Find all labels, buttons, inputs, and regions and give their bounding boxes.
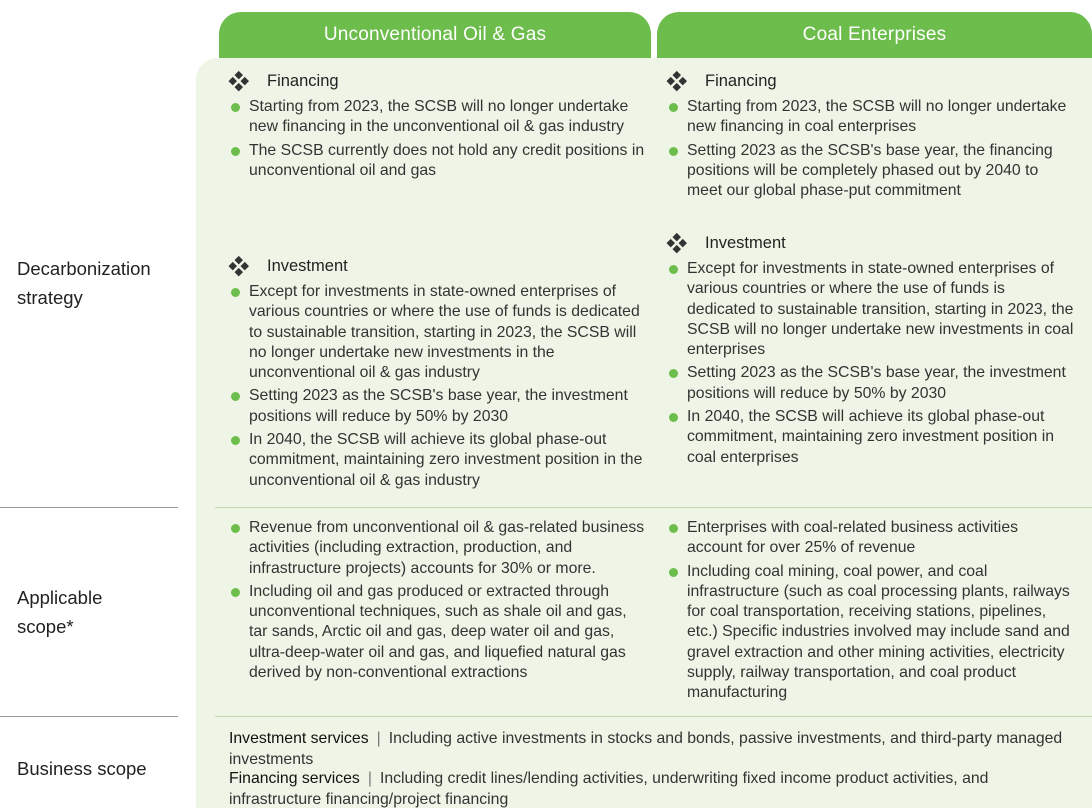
investment-title: Investment — [705, 234, 786, 252]
coal-financing-heading — [667, 71, 1077, 91]
list-item: Enterprises with coal-related business activities account for over 25% of revenue — [667, 518, 1077, 559]
coal-investment-heading — [667, 233, 1077, 253]
row-divider-left — [0, 507, 178, 508]
diamond-cluster-icon — [667, 72, 687, 90]
coal-scope-section — [667, 518, 1077, 707]
list-item: Except for investments in state-owned enterprises of various countries or where the use of funds is dedicated to sustainable transition, starting in 2023, the SCSB will no longer undertake new investments in coal enterprises — [667, 259, 1077, 360]
list-item: Including coal mining, coal power, and coal infrastructure (such as coal processing plants, railways for coal transportation, receiving stations, pipelines, etc.) Specific industries involved may include sand and gravel extraction and other mining activities, electricity supply, railway transportation, and coal product manufacturing — [667, 562, 1077, 704]
row-label-business-scope: Business scope — [17, 758, 147, 779]
oil-gas-financing-heading — [229, 71, 647, 91]
list-item: Revenue from unconventional oil & gas-related business activities (including extraction, production, and infrastructure projects) accounts for 30% or more. — [229, 518, 647, 579]
business-scope-financing — [229, 769, 1069, 810]
diamond-cluster-icon — [229, 257, 249, 275]
coal-financing-section — [667, 71, 1077, 204]
row-divider-panel — [215, 716, 1092, 717]
list-item: The SCSB currently does not hold any credit positions in unconventional oil and gas — [229, 141, 647, 182]
header-coal-enterprises: Coal Enterprises — [657, 12, 1092, 58]
oil-gas-investment-heading — [229, 256, 647, 276]
list-item: Starting from 2023, the SCSB will no longer undertake new financing in the unconventional oil & gas industry — [229, 97, 647, 138]
list-item: Setting 2023 as the SCSB's base year, the financing positions will be completely phased out by 2040 to meet our global phase-put commitment — [667, 141, 1077, 202]
separator: | — [367, 770, 372, 787]
investment-title: Investment — [267, 257, 348, 275]
investment-services-text: Including active investments in stocks and bonds, passive investments, and third-party managed investments — [229, 730, 1063, 768]
list-item: In 2040, the SCSB will achieve its global phase-out commitment, maintaining zero investment position in coal enterprises — [667, 407, 1077, 468]
list-item: Setting 2023 as the SCSB's base year, the investment positions will reduce by 50% by 2030 — [229, 386, 647, 427]
row-label-decarbonization: Decarbonization strategy — [17, 258, 151, 308]
row-divider-panel — [215, 507, 1092, 508]
list-item: Except for investments in state-owned enterprises of various countries or where the use of funds is dedicated to sustainable transition, starting in 2023, the SCSB will no longer undertake new investments in the unconventional oil & gas industry — [229, 282, 647, 383]
coal-investment-section — [667, 233, 1077, 471]
financing-services-label: Financing services — [229, 770, 360, 787]
financing-title: Financing — [705, 72, 777, 90]
list-item: In 2040, the SCSB will achieve its global phase-out commitment, maintaining zero investment position in the unconventional oil & gas industry — [229, 430, 647, 491]
investment-services-label: Investment services — [229, 730, 369, 747]
oil-gas-scope-section — [229, 518, 647, 686]
financing-services-text: Including credit lines/lending activities, underwriting fixed income product activities, and infrastructure financing/project financing — [229, 770, 989, 808]
row-divider-left — [0, 716, 178, 717]
list-item: Setting 2023 as the SCSB's base year, the investment positions will reduce by 50% by 2030 — [667, 363, 1077, 404]
oil-gas-investment-section — [229, 256, 647, 494]
diamond-cluster-icon — [667, 234, 687, 252]
separator: | — [376, 730, 381, 747]
business-scope-investment — [229, 729, 1069, 770]
list-item: Starting from 2023, the SCSB will no longer undertake new financing in coal enterprises — [667, 97, 1077, 138]
diamond-cluster-icon — [229, 72, 249, 90]
financing-title: Financing — [267, 72, 339, 90]
header-unconventional-oil-gas: Unconventional Oil & Gas — [219, 12, 651, 58]
oil-gas-financing-section — [229, 71, 647, 184]
row-label-applicable-scope: Applicable scope* — [17, 587, 103, 637]
list-item: Including oil and gas produced or extracted through unconventional techniques, such as shale oil and gas, tar sands, Arctic oil and gas, deep water oil and gas, ultra-deep-water oil and gas, and liquefied natural gas derived by non-conventional extractions — [229, 582, 647, 683]
